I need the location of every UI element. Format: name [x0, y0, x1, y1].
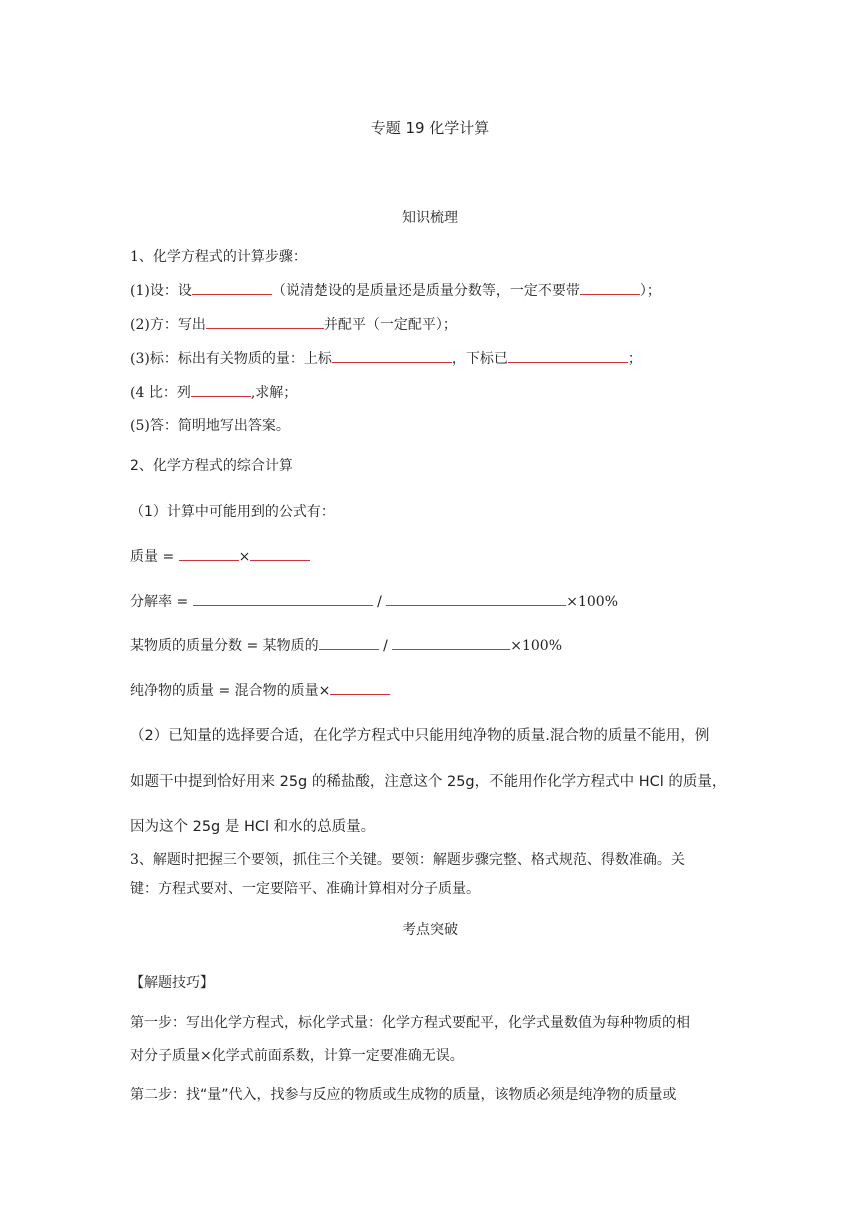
- paragraph-2-line-1: （2）已知量的选择要合适，在化学方程式中只能用纯净物的质量.混合物的质量不能用，例: [130, 728, 710, 744]
- fill-blank[interactable]: [508, 349, 628, 363]
- step1-text-b: （说清楚设的是质量还是质量分数等，一定不要带: [271, 283, 580, 299]
- percent-suffix: ×100%: [566, 594, 619, 610]
- formula-label: 质量 =: [130, 549, 175, 565]
- tips-heading: 【解题技巧】: [130, 975, 214, 991]
- step1-text-c: ）；: [639, 283, 661, 299]
- formula-pure-mass: [130, 681, 390, 701]
- formula-decomposition-rate: [130, 592, 618, 612]
- tip-2-line-1: 第二步：找“量”代入，找参与反应的物质或生成物的质量，该物质必须是纯净物的质量或: [130, 1087, 677, 1103]
- formula-label: 某物质的质量分数 = 某物质的: [130, 638, 319, 654]
- percent-suffix: ×100%: [510, 638, 563, 654]
- step3-text-c: ；: [627, 351, 642, 367]
- paragraph-3-line-2: 键：方程式要对、一定要陪平、准确计算相对分子质量。: [130, 881, 480, 897]
- step-1: [130, 281, 661, 301]
- fill-blank[interactable]: [319, 636, 379, 650]
- fill-blank[interactable]: [191, 383, 251, 397]
- comprehensive-heading: 2、化学方程式的综合计算: [130, 458, 293, 474]
- formula-mass-fraction: [130, 636, 562, 656]
- tip-1-line-1: 第一步：写出化学方程式，标化学式量：化学方程式要配平，化学式量数值为每种物质的相: [130, 1015, 690, 1031]
- slash: /: [377, 594, 382, 610]
- steps-heading: 1、化学方程式的计算步骤：: [130, 249, 307, 265]
- step4-text-a: (4 比：列: [130, 385, 191, 401]
- step1-text-a: (1)设：设: [130, 283, 192, 299]
- fill-blank[interactable]: [330, 681, 390, 695]
- paragraph-2-line-3: 因为这个 25g 是 HCl 和水的总质量。: [130, 819, 376, 835]
- formula-label: 分解率 =: [130, 594, 189, 610]
- section-heading-knowledge: 知识梳理: [402, 210, 458, 226]
- fill-blank[interactable]: [250, 547, 310, 561]
- formula-mass: [130, 547, 310, 567]
- slash: /: [383, 638, 388, 654]
- fill-blank[interactable]: [193, 592, 373, 606]
- section-heading-breakthrough: 考点突破: [402, 922, 458, 938]
- fill-blank[interactable]: [192, 281, 272, 295]
- step3-text-a: (3)标：标出有关物质的量：上标: [130, 351, 332, 367]
- step-5: (5)答：简明地写出答案。: [130, 418, 290, 434]
- step4-text-b: ,求解；: [250, 385, 298, 401]
- page-title: 专题 19 化学计算: [370, 119, 490, 137]
- times-sign: ×: [238, 549, 251, 565]
- step-4: [130, 383, 297, 403]
- formula-label: 纯净物的质量 = 混合物的质量×: [130, 683, 331, 699]
- fill-blank[interactable]: [386, 592, 566, 606]
- paragraph-3-line-1: 3、解题时把握三个要领，抓住三个关键。要领：解题步骤完整、格式规范、得数准确。关: [130, 852, 685, 868]
- formula-intro: （1）计算中可能用到的公式有：: [130, 504, 335, 520]
- step-2: [130, 315, 457, 335]
- step2-text-b: 并配平（一定配平）；: [323, 317, 457, 333]
- fill-blank[interactable]: [179, 547, 239, 561]
- step2-text-a: (2)方：写出: [130, 317, 206, 333]
- step-3: [130, 349, 642, 369]
- step3-text-b: ，下标已: [451, 351, 508, 367]
- fill-blank[interactable]: [332, 349, 452, 363]
- fill-blank[interactable]: [580, 281, 640, 295]
- tip-1-line-2: 对分子质量×化学式前面系数，计算一定要准确无误。: [130, 1048, 464, 1064]
- paragraph-2-line-2: 如题干中提到恰好用来 25g 的稀盐酸，注意这个 25g，不能用作化学方程式中 HCl 的质量，: [130, 774, 727, 790]
- fill-blank[interactable]: [206, 315, 324, 329]
- fill-blank[interactable]: [392, 636, 510, 650]
